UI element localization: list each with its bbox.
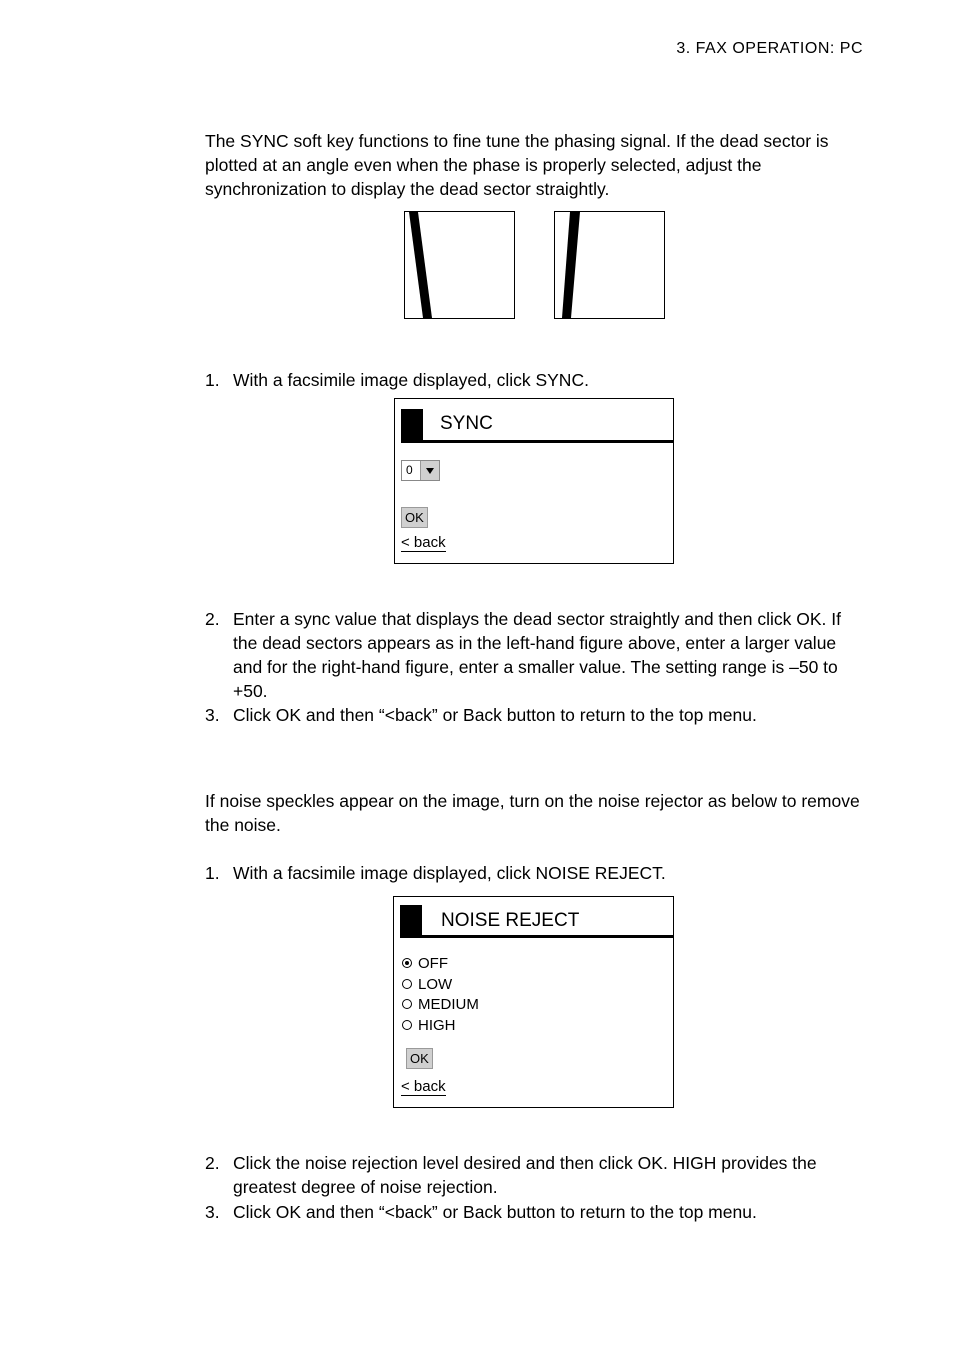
step-number: 3. bbox=[205, 705, 220, 725]
step-text: With a facsimile image displayed, click NOISE REJECT. bbox=[233, 863, 666, 883]
step-number: 2. bbox=[205, 1153, 220, 1173]
slanted-sector-left-graphic bbox=[405, 212, 514, 318]
noise-back-link[interactable]: < back bbox=[401, 1078, 446, 1095]
radio-unselected-icon[interactable] bbox=[402, 999, 412, 1009]
noise-ok-button[interactable]: OK bbox=[406, 1048, 433, 1069]
title-bar-marker bbox=[401, 409, 423, 442]
dead-sector-figure-right bbox=[554, 211, 665, 319]
dead-sector-figure-left bbox=[404, 211, 515, 319]
step-text: Enter a sync value that displays the dead sector straightly and then click OK. If the dead sectors appears as in the left-hand figure above, enter a larger value and for the right-hand figure, enter a smaller value. The setting range is –50 to +50. bbox=[233, 609, 841, 701]
radio-high[interactable] bbox=[402, 1017, 456, 1035]
noise-step-2 bbox=[205, 1151, 870, 1199]
step-text: Click OK and then “<back” or Back button to return to the top menu. bbox=[233, 1202, 757, 1222]
step-number: 1. bbox=[205, 863, 220, 883]
noise-reject-dialog bbox=[393, 896, 674, 1108]
dropdown-arrow-icon[interactable] bbox=[420, 461, 439, 480]
sync-back-link[interactable]: < back bbox=[401, 534, 446, 551]
radio-label: LOW bbox=[418, 976, 453, 993]
sync-dialog bbox=[394, 398, 674, 564]
sync-ok-button[interactable]: OK bbox=[401, 507, 428, 528]
sync-dialog-title: SYNC bbox=[440, 413, 493, 434]
noise-dialog-title: NOISE REJECT bbox=[441, 910, 580, 931]
step-text: With a facsimile image displayed, click SYNC. bbox=[233, 370, 589, 390]
title-bar-marker bbox=[400, 905, 422, 938]
step-number: 1. bbox=[205, 370, 220, 390]
radio-off[interactable] bbox=[402, 955, 448, 973]
radio-selected-icon[interactable] bbox=[402, 958, 412, 968]
noise-intro-paragraph: If noise speckles appear on the image, turn on the noise rejector as below to remove the noise. bbox=[205, 791, 860, 835]
sync-step-3 bbox=[205, 703, 870, 727]
title-divider bbox=[400, 935, 673, 938]
sync-step-1 bbox=[205, 368, 870, 392]
step-text: Click the noise rejection level desired and then click OK. HIGH provides the greatest degree of noise rejection. bbox=[233, 1153, 817, 1197]
page-header: 3. FAX OPERATION: PC bbox=[676, 40, 863, 57]
noise-step-1 bbox=[205, 861, 870, 885]
title-divider bbox=[401, 440, 673, 443]
radio-low[interactable] bbox=[402, 976, 452, 994]
step-number: 3. bbox=[205, 1202, 220, 1222]
step-number: 2. bbox=[205, 609, 220, 629]
slanted-sector-right-graphic bbox=[555, 212, 664, 318]
radio-unselected-icon[interactable] bbox=[402, 979, 412, 989]
sync-intro-paragraph: The SYNC soft key functions to fine tune the phasing signal. If the dead sector is plotted at an angle even when the phase is properly selected, adjust the synchronization to display the dead sector straightly. bbox=[205, 131, 829, 199]
sync-value: 0 bbox=[406, 463, 413, 477]
radio-medium[interactable] bbox=[402, 996, 479, 1014]
radio-unselected-icon[interactable] bbox=[402, 1020, 412, 1030]
sync-step-2 bbox=[205, 607, 870, 703]
step-text: Click OK and then “<back” or Back button to return to the top menu. bbox=[233, 705, 757, 725]
noise-step-3 bbox=[205, 1200, 870, 1224]
radio-label: HIGH bbox=[418, 1017, 456, 1034]
sync-value-select[interactable] bbox=[401, 460, 440, 481]
radio-label: OFF bbox=[418, 955, 448, 972]
radio-label: MEDIUM bbox=[418, 996, 479, 1013]
